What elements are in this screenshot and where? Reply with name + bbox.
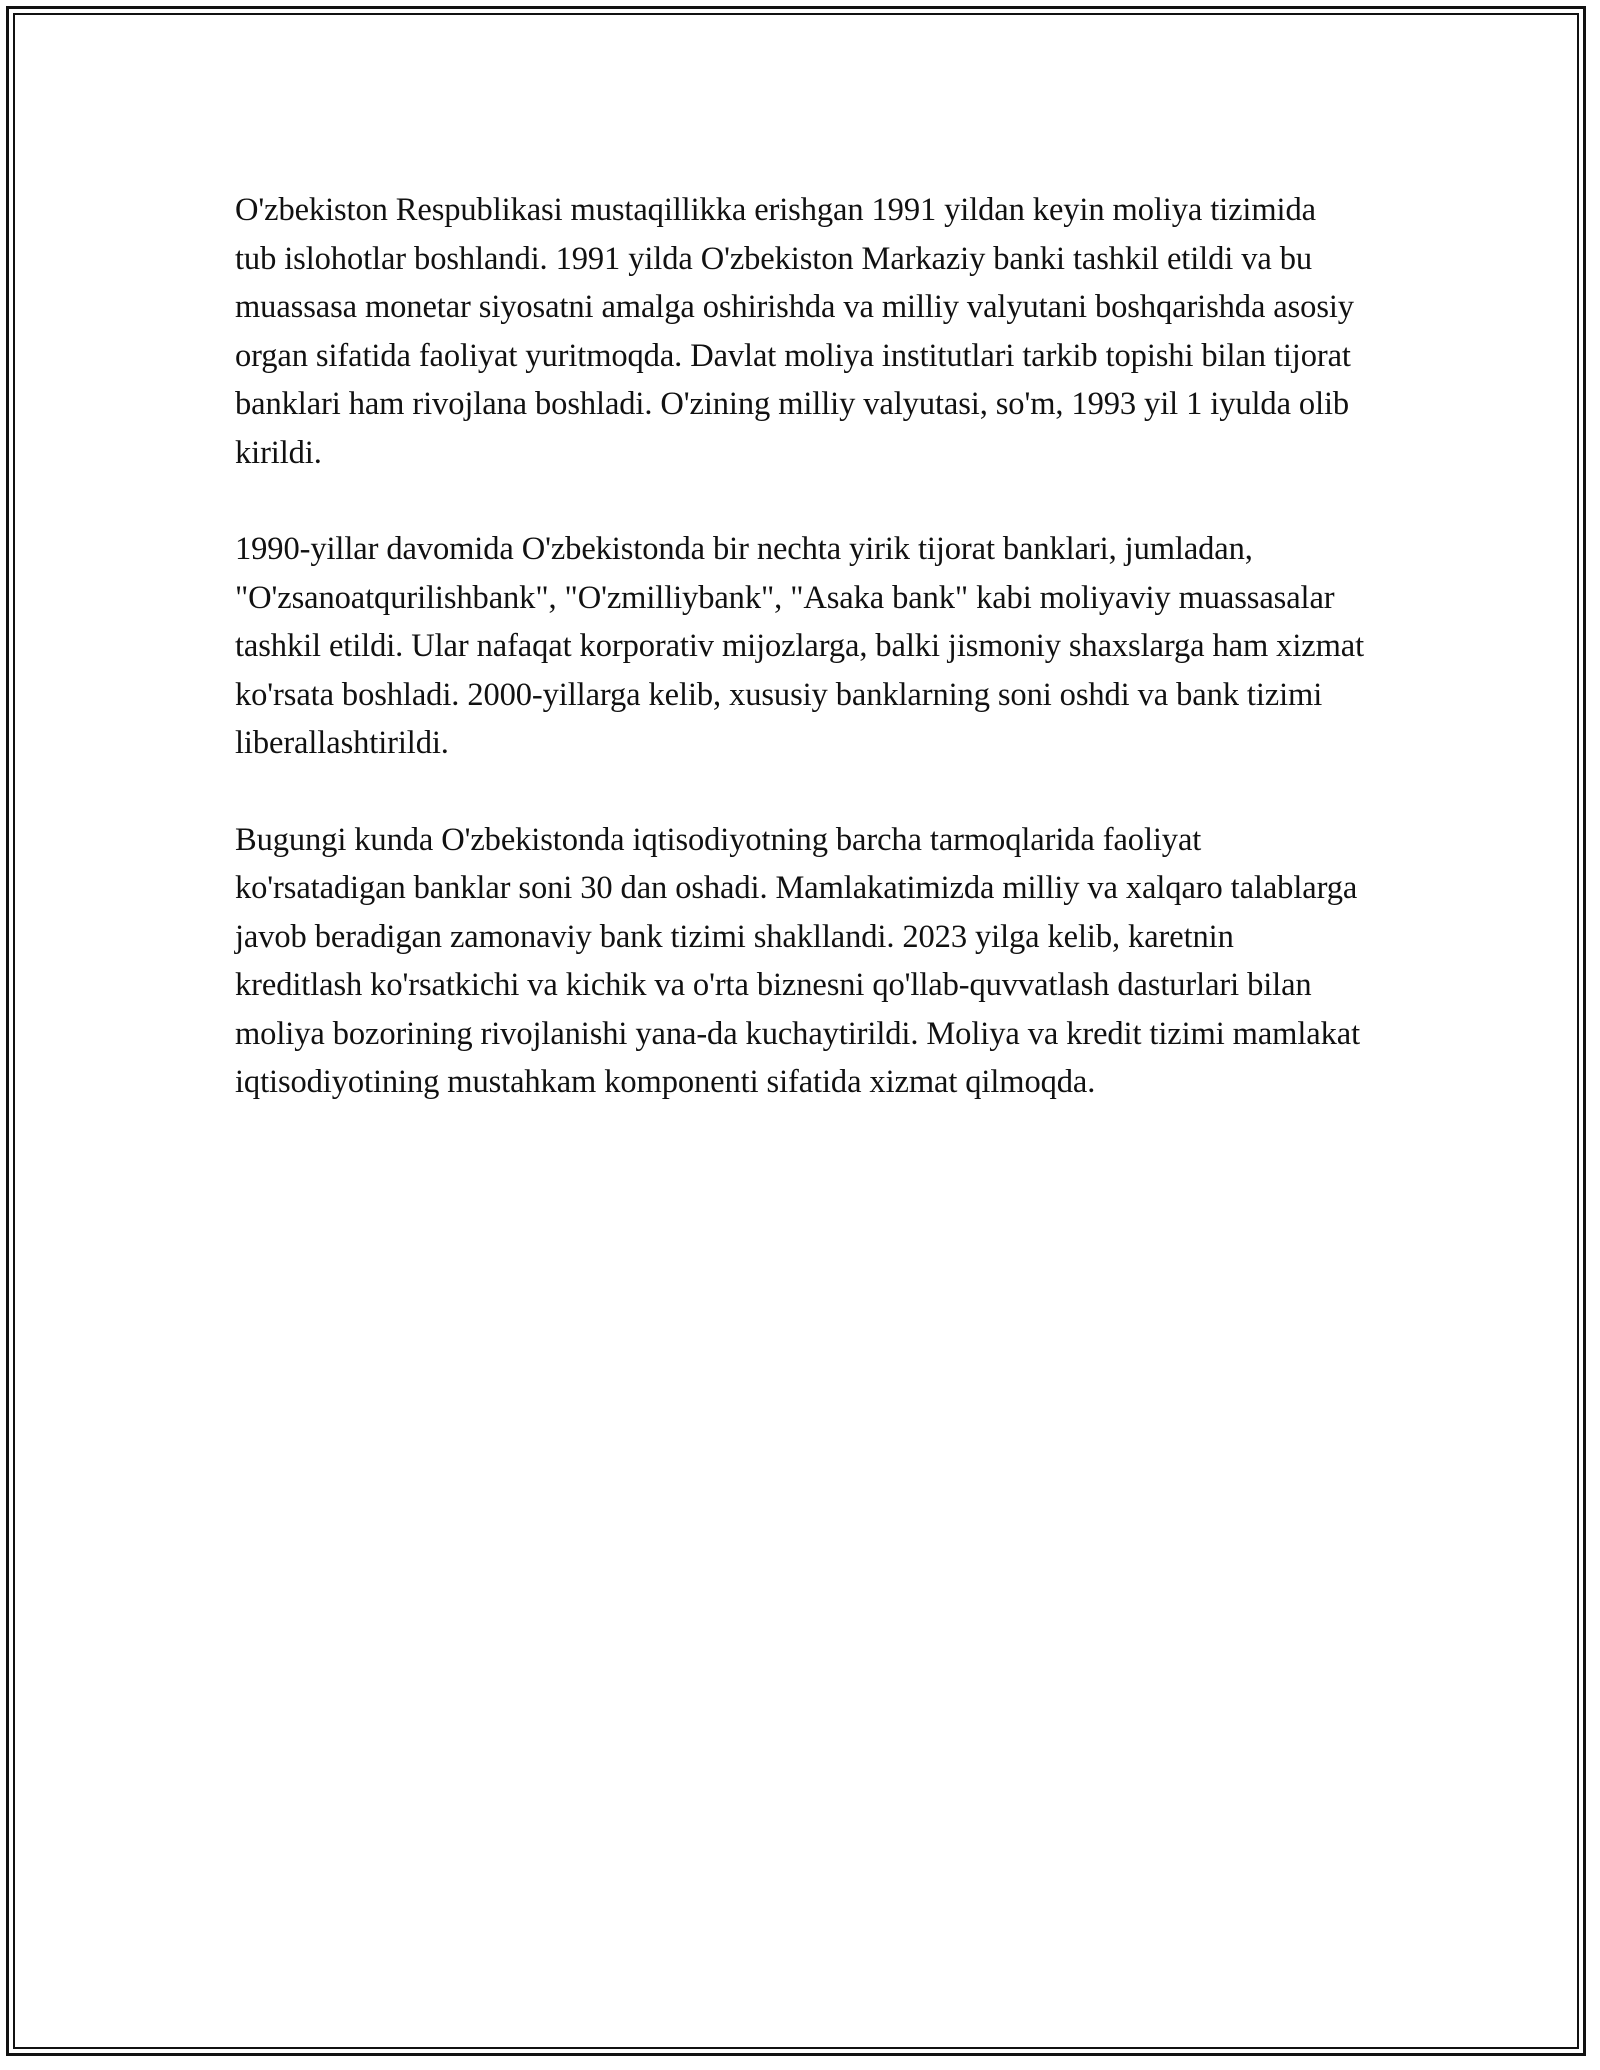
document-body — [235, 186, 1365, 1155]
paragraph-modern-banking: Bugungi kunda O'zbekistonda iqtisodiyotning barcha tarmoqlarida faoliyat ko'rsatadigan banklar soni 30 dan oshadi. Mamlakatimizda milliy va xalqaro talablarga javob beradigan zamonaviy bank tizimi shakllandi. 2023 yilga kelib, karetnin kreditlash ko'rsatkichi va kichik va o'rta biznesni qo'llab-quvvatlash dasturlari bilan moliya bozorining rivojlanishi yana-da kuchaytirildi. Moliya va kredit tizimi mamlakat iqtisodiyotining mustahkam komponenti sifatida xizmat qilmoqda. — [235, 821, 1361, 1100]
paragraph-independence: O'zbekiston Respublikasi mustaqillikka erishgan 1991 yildan keyin moliya tizimida tub islohotlar boshlandi. 1991 yilda O'zbekiston Markaziy banki tashkil etildi va bu muassasa monetar siyosatni amalga oshirishda va milliy valyutani boshqarishda asosiy organ sifatida faoliyat yuritmoqda. Davlat moliya institutlari tarkib topishi bilan tijorat banklari ham rivojlana boshladi. O'zining milliy valyutasi, so'm, 1993 yil 1 iyulda olib kirildi. — [235, 192, 1354, 471]
paragraph-commercial-banks: 1990-yillar davomida O'zbekistonda bir nechta yirik tijorat banklari, jumladan, "O'zsanoatqurilishbank", "O'zmilliybank", "Asaka bank" kabi moliyaviy muassasalar tashkil etildi. Ular nafaqat korporativ mijozlarga, balki jismoniy shaxslarga ham xizmat ko'rsata boshladi. 2000-yillarga kelib, xususiy banklarning soni oshdi va bank tizimi liberallashtirildi. — [235, 531, 1365, 761]
